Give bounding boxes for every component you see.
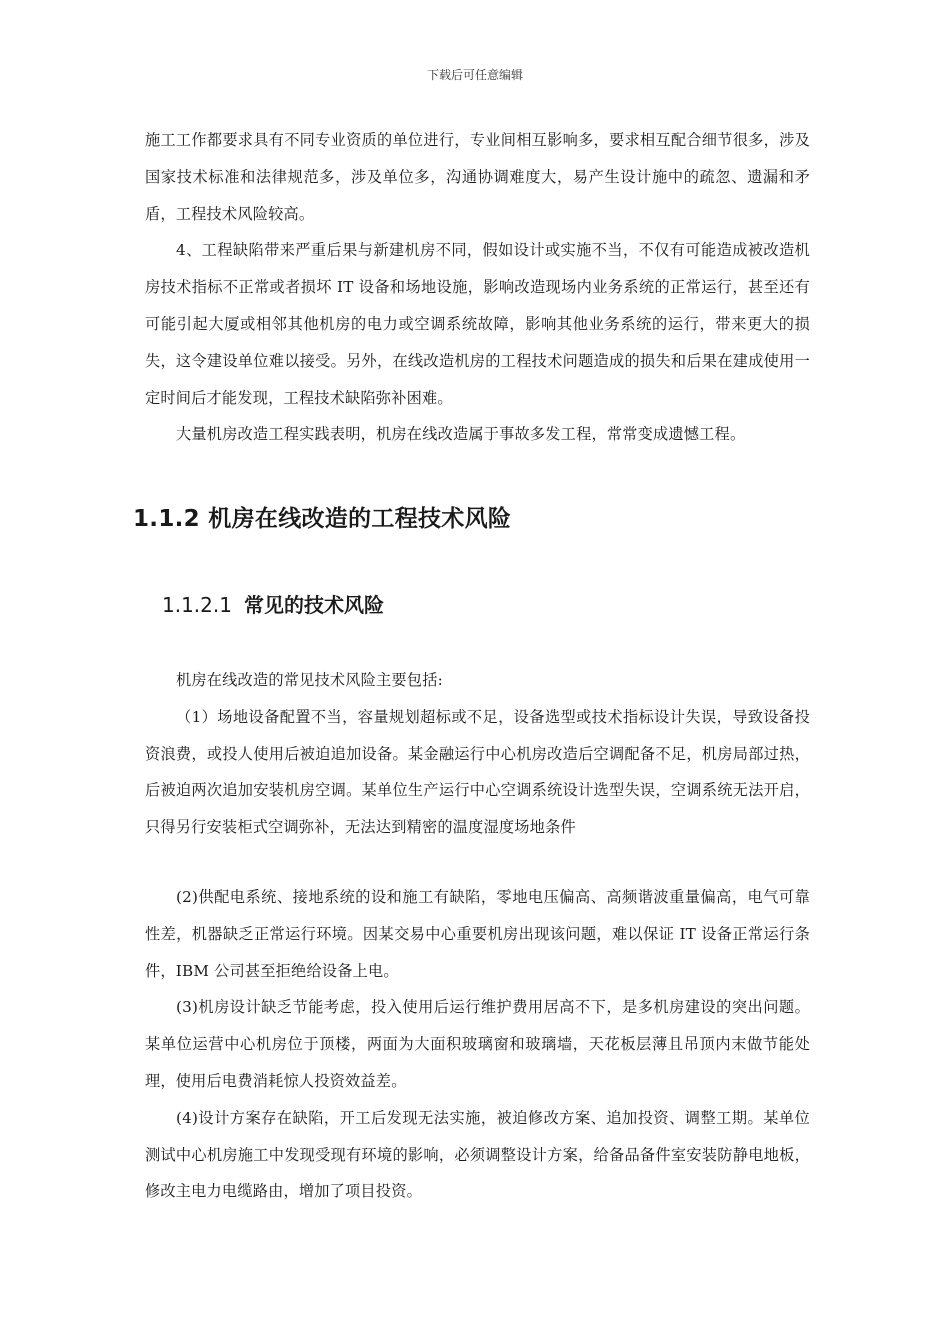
paragraph: (2)供配电系统、接地系统的设和施工有缺陷，零地电压偏高、高频谐波重量偏高，电气可靠性差，机器缺乏正常运行环境。因某交易中心重要机房出现该问题，难以保证 IT 设备正常运行条件，IBM 公司甚至拒绝给设备上电。 (145, 888, 810, 980)
paragraph: (3)机房设计缺乏节能考虑，投入使用后运行维护费用居高不下，是多机房建设的突出问题。某单位运营中心机房位于顶楼，两面为大面积玻璃窗和玻璃墙，天花板层薄且吊顶内末做节能处理，使用后电费消耗惊人投资效益差。 (145, 998, 810, 1090)
paragraph: 4、工程缺陷带来严重后果与新建机房不同，假如设计或实施不当，不仅有可能造成被改造机房技术指标不正常或者损坏 IT 设备和场地设施，影响改造现场内业务系统的正常运行，甚至还有可能引起大厦或相邻其他机房的电力或空调系统故障，影响其他业务系统的运行，带来更大的损失，这令建设单位难以接受。另外，在线改造机房的工程技术问题造成的损失和后果在建成使用一定时间后才能发现，工程技术缺陷弥补困难。 (145, 241, 810, 407)
paragraph: 施工工作都要求具有不同专业资质的单位进行，专业间相互影响多，要求相互配合细节很多，涉及国家技术标准和法律规范多，涉及单位多，沟通协调难度大，易产生设计施中的疏忽、遗漏和矛盾，工程技术风险较高。 (145, 131, 810, 223)
subsection-heading (162, 589, 384, 618)
paragraph: (4)设计方案存在缺陷，开工后发现无法实施，被迫修改方案、追加投资、调整工期。某单位测试中心机房施工中发现受现有环境的影响，必须调整设计方案，给备品备件室安装防静电地板，修改主电力电缆路由，增加了项目投资。 (145, 1108, 810, 1201)
subsection-number: 1.1.2.1 (162, 593, 232, 617)
section-b (145, 662, 810, 846)
section-heading: 1.1.2 机房在线改造的工程技术风险 (133, 506, 512, 532)
paragraph: 机房在线改造的常见技术风险主要包括: (176, 671, 443, 689)
paragraph: 大量机房改造工程实践表明，机房在线改造属于事故多发工程，常常变成遗憾工程。 (176, 425, 746, 444)
section-a (145, 122, 810, 453)
page-header: 下载后可任意编辑 (426, 68, 523, 82)
section-c (145, 879, 810, 1210)
subsection-title: 常见的技术风险 (243, 593, 384, 617)
paragraph: （1）场地设备配置不当，容量规划超标或不足，设备选型或技术指标设计失误，导致设备投资浪费，或投人使用后被迫追加设备。某金融运行中心机房改造后空调配备不足，机房局部过热，后被迫两次追加安装机房空调。某单位生产运行中心空调系统设计选型失误，空调系统无法开启，只得另行安装柜式空调弥补，无法达到精密的温度湿度场地条件 (145, 707, 810, 837)
